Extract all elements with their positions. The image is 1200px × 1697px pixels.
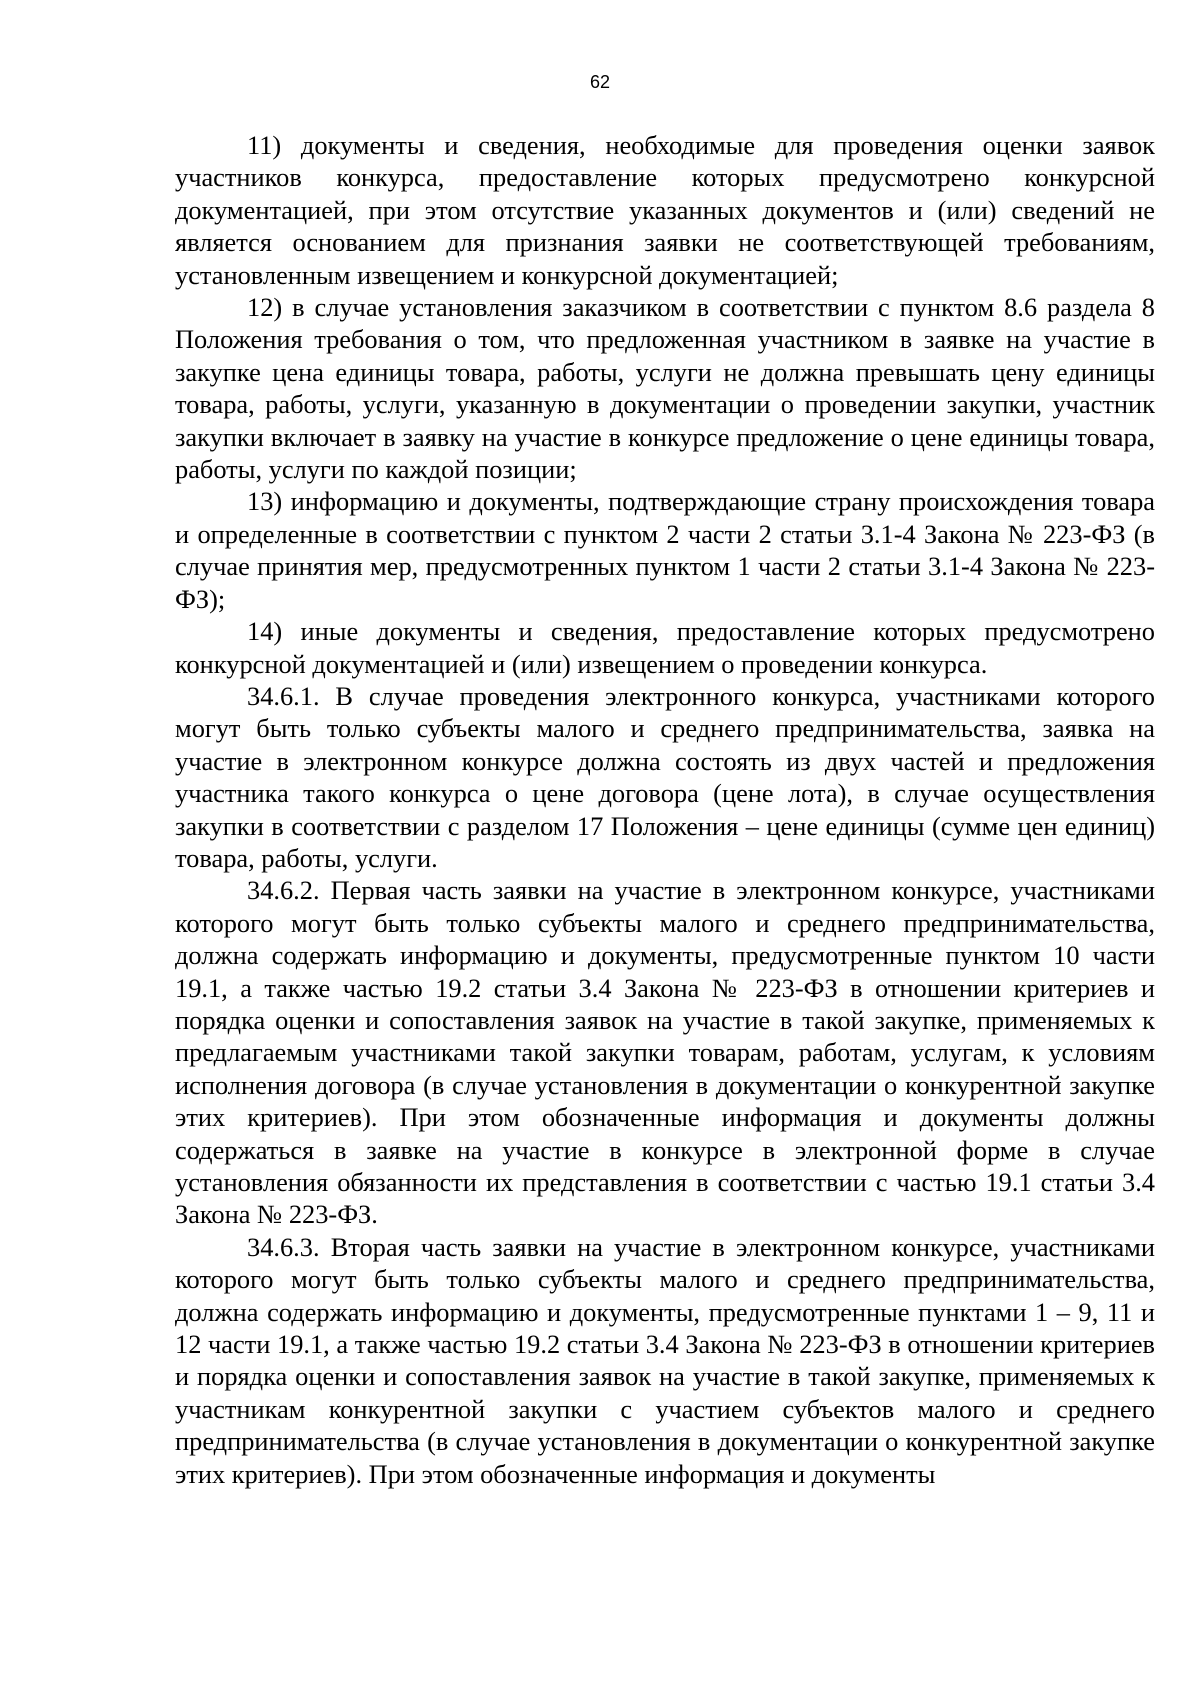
paragraph-item-14: 14) иные документы и сведения, предоставление которых предусмотрено конкурсной документацией и (или) извещением о проведении конкурса. xyxy=(175,616,1155,679)
paragraph-item-13: 13) информацию и документы, подтверждающие страну происхождения товара и определенные в соответствии с пунктом 2 части 2 статьи 3.1-4 Закона № 223-ФЗ (в случае принятия мер, предусмотренных пунктом 1 части 2 статьи 3.1-4 Закона № 223-ФЗ); xyxy=(175,486,1155,614)
paragraph-item-11: 11) документы и сведения, необходимые для проведения оценки заявок участников конкурса, предоставление которых предусмотрено конкурсной документацией, при этом отсутствие указанных документов и (или) сведений не является основанием для признания заявки не соответствующей требованиям, установленным извещением и конкурсной документацией; xyxy=(175,130,1155,290)
page-number: 62 xyxy=(589,72,611,92)
paragraph-clause-34-6-1: 34.6.1. В случае проведения электронного конкурса, участниками которого могут быть только субъекты малого и среднего предпринимательства, заявка на участие в электронном конкурсе должна состоять из двух частей и предложения участника такого конкурса о цене договора (цене лота), в случае осуществления закупки в соответствии с разделом 17 Положения – цене единицы (сумме цен единиц) товара, работы, услуги. xyxy=(175,680,1155,873)
paragraph-clause-34-6-2: 34.6.2. Первая часть заявки на участие в электронном конкурсе, участниками которого могут быть только субъекты малого и среднего предпринимательства, должна содержать информацию и документы, предусмотренные пунктом 10 части 19.1, а также частью 19.2 статьи 3.4 Закона № 223-ФЗ в отношении критериев и порядка оценки и сопоставления заявок на участие в такой закупке, применяемых к предлагаемым участниками такой закупки товарам, работам, услугам, к условиям исполнения договора (в случае установления в документации о конкурентной закупке этих критериев). При этом обозначенные информация и документы должны содержаться в заявке на участие в конкурсе в электронной форме в случае установления обязанности их представления в соответствии с частью 19.1 статьи 3.4 Закона № 223-ФЗ. xyxy=(175,875,1155,1230)
document-body xyxy=(175,129,1155,1490)
paragraph-clause-34-6-3: 34.6.3. Вторая часть заявки на участие в электронном конкурсе, участниками которого могут быть только субъекты малого и среднего предпринимательства, должна содержать информацию и документы, предусмотренные пунктами 1 – 9, 11 и 12 части 19.1, а также частью 19.2 статьи 3.4 Закона № 223-ФЗ в отношении критериев и порядка оценки и сопоставления заявок на участие в такой закупке, применяемых к участникам конкурентной закупки с участием субъектов малого и среднего предпринимательства (в случае установления в документации о конкурентной закупке этих критериев). При этом обозначенные информация и документы xyxy=(175,1231,1155,1489)
paragraph-item-12: 12) в случае установления заказчиком в соответствии с пунктом 8.6 раздела 8 Положения требования о том, что предложенная участником в заявке на участие в закупке цена единицы товара, работы, услуги не должна превышать цену единицы товара, работы, услуги, указанную в документации о проведении закупки, участник закупки включает в заявку на участие в конкурсе предложение о цене единицы товара, работы, услуги по каждой позиции; xyxy=(175,292,1155,485)
